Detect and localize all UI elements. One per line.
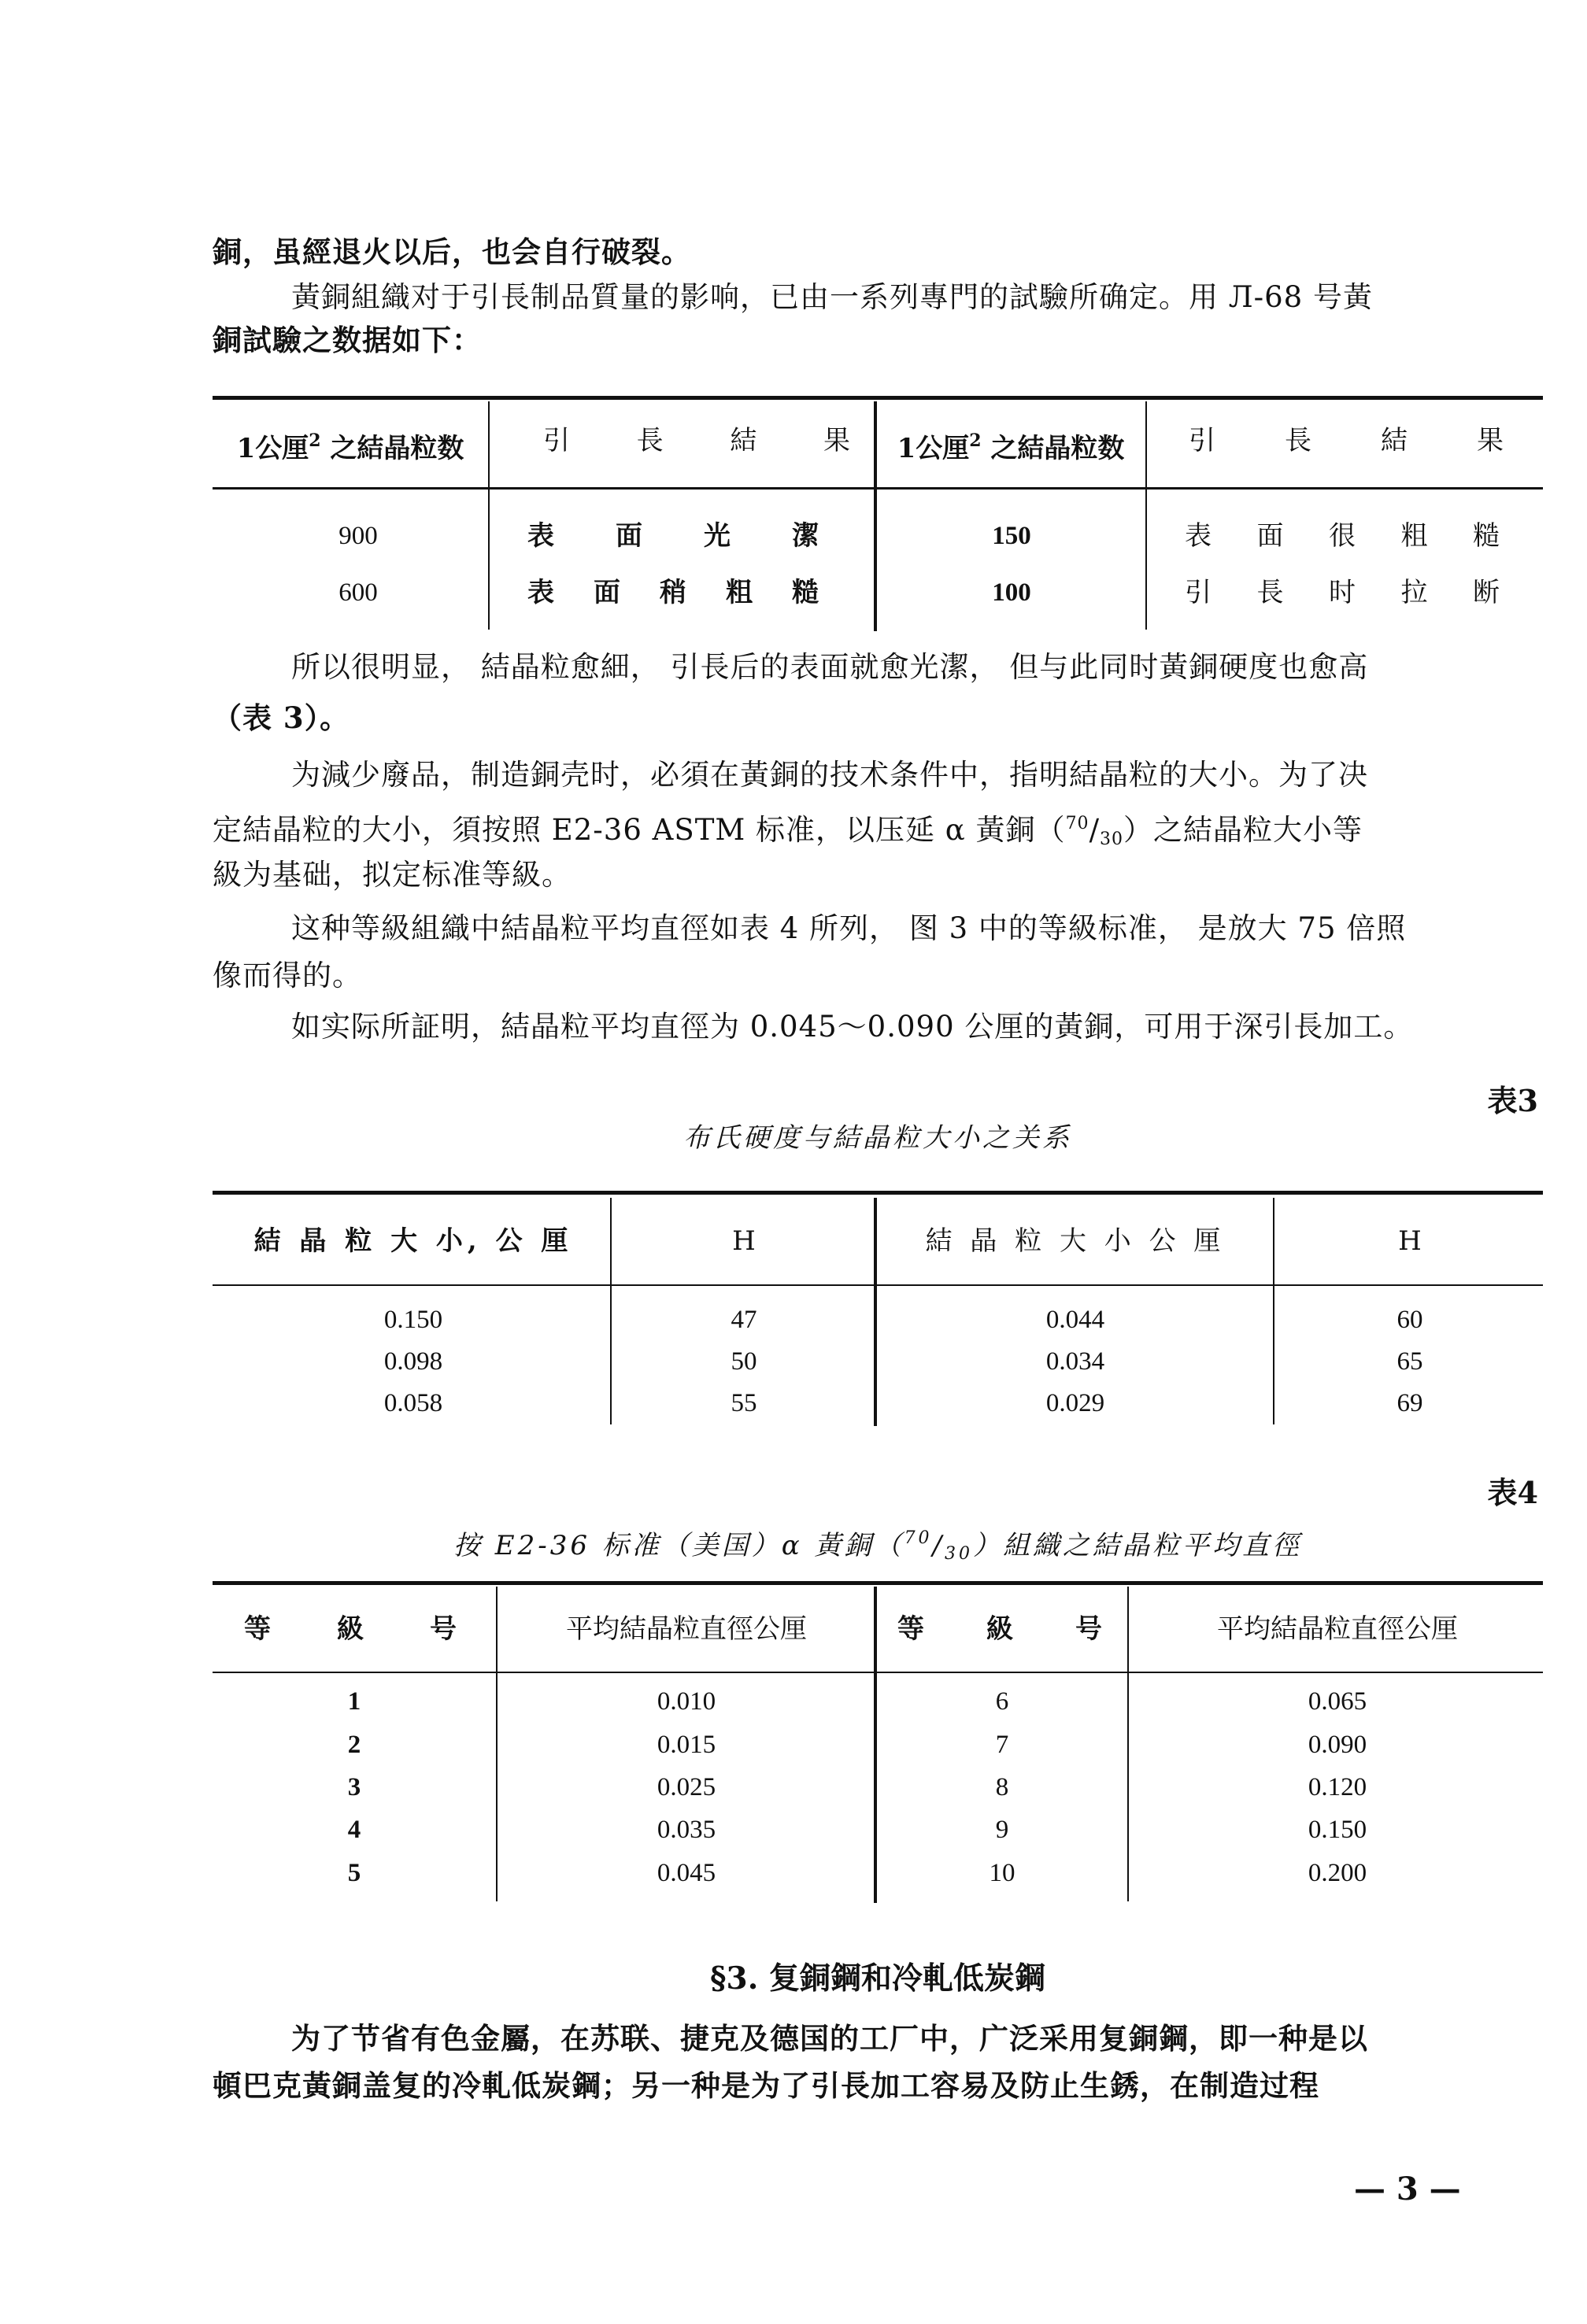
header-diameter-right: 平均結晶粒直徑公厘 — [1217, 1613, 1458, 1645]
diameter-cell: 0.015 — [657, 1731, 716, 1759]
grain-count-cell: 100 — [992, 578, 1031, 607]
section-heading: §3. 复銅鋼和冷軋低炭鋼 — [710, 1960, 1045, 1997]
hardness-cell: 55 — [731, 1389, 757, 1417]
grain-size-cell: 0.044 — [1045, 1306, 1105, 1334]
diameter-cell: 0.045 — [657, 1859, 716, 1887]
hardness-cell: 47 — [731, 1306, 757, 1334]
paragraph-practice-proof: 如实际所証明，結晶粒平均直徑为 0.045～0.090 公厘的黃銅，可用于深引長加工。 — [291, 1010, 1414, 1044]
grain-count-cell: 150 — [992, 522, 1031, 550]
diameter-cell: 0.010 — [657, 1687, 716, 1716]
paragraph-grade-structure-end: 像而得的。 — [213, 959, 362, 992]
grade-cell: 6 — [995, 1687, 1009, 1716]
paragraph-clad-steel: 为了节省有色金屬，在苏联、捷克及德国的工厂中，广泛采用复銅鋼，即一种是以 — [291, 2021, 1368, 2056]
table-4-caption: 按 E2-36 标准（美国）α 黃銅$(^{70}/_{30})$組織之結晶粒平均直徑 — [453, 1528, 1303, 1564]
diameter-cell: 0.200 — [1308, 1859, 1367, 1887]
hardness-cell: 50 — [731, 1347, 757, 1376]
table-header-rule — [213, 487, 1543, 490]
draw-result-cell: 表 面 光 潔 — [527, 520, 819, 552]
grain-count-cell: 900 — [338, 522, 378, 550]
draw-result-cell: 引 長 时 拉 断 — [1185, 577, 1500, 608]
grade-cell: 5 — [347, 1859, 361, 1887]
paragraph-reduce-waste-3: 級为基础，拟定标准等級。 — [213, 858, 572, 892]
paragraph-brass-structure-end: 銅試驗之数据如下： — [213, 323, 482, 357]
paragraph-clad-steel-2: 頓巴克黃銅盖复的冷軋低炭鋼；另一种是为了引長加工容易及防止生銹，在制造过程 — [213, 2068, 1319, 2103]
column-divider-center — [874, 1587, 877, 1903]
table-header-rule — [213, 1672, 1543, 1673]
header-grain-size-left: 結 晶 粒 大 小, 公 厘 — [253, 1225, 573, 1257]
paragraph-continuation: 銅，虽經退火以后，也会自行破裂。 — [213, 235, 691, 269]
paragraph-conclusion: 所以很明显， 結晶粒愈細， 引長后的表面就愈光潔， 但与此同时黃銅硬度也愈高 — [291, 650, 1369, 684]
diameter-cell: 0.090 — [1308, 1731, 1367, 1759]
grade-cell: 9 — [995, 1816, 1009, 1844]
header-grain-count-left: 1公厘$^2$ 之結晶粒数 — [236, 430, 464, 464]
paragraph-brass-structure: 黃銅組織对于引長制品質量的影响，已由一系列專門的試驗所确定。用 Л-68 号黃 — [291, 280, 1373, 314]
header-grade-left: 等 級 号 — [244, 1613, 457, 1645]
grade-cell: 4 — [347, 1816, 361, 1844]
header-hardness-right: H — [1398, 1225, 1422, 1257]
grain-size-cell: 0.150 — [383, 1306, 443, 1334]
hardness-cell: 65 — [1396, 1347, 1423, 1376]
grade-cell: 3 — [347, 1773, 361, 1801]
column-divider — [496, 1587, 498, 1901]
grain-size-cell: 0.098 — [383, 1347, 443, 1376]
header-diameter-left: 平均結晶粒直徑公厘 — [566, 1613, 807, 1645]
diameter-cell: 0.065 — [1308, 1687, 1367, 1716]
diameter-cell: 0.150 — [1308, 1816, 1367, 1844]
page-number: — 3 — — [1354, 2171, 1461, 2208]
header-grain-size-right: 結 晶 粒 大 小 公 厘 — [925, 1225, 1226, 1257]
column-divider-center — [874, 401, 877, 631]
column-divider — [1145, 401, 1147, 630]
table-top-rule — [213, 1191, 1543, 1195]
table-3-label: 表3 — [1487, 1083, 1538, 1118]
grade-cell: 7 — [995, 1731, 1009, 1759]
table-top-rule — [213, 1581, 1543, 1585]
header-draw-result-left: 引 長 結 果 — [543, 425, 850, 456]
hardness-cell: 60 — [1396, 1306, 1423, 1334]
grade-cell: 8 — [995, 1773, 1009, 1801]
header-grain-count-right: 1公厘$^2$ 之結晶粒数 — [897, 430, 1125, 464]
paragraph-conclusion-end: （表 3）。 — [213, 700, 350, 735]
header-hardness-left: H — [732, 1225, 756, 1257]
draw-result-cell: 表 面 很 粗 糙 — [1185, 520, 1500, 552]
grain-count-cell: 600 — [338, 578, 378, 607]
table-top-rule — [213, 396, 1543, 400]
table-header-rule — [213, 1284, 1543, 1286]
header-draw-result-right: 引 長 結 果 — [1189, 425, 1504, 456]
paragraph-grade-structure: 这种等級組織中結晶粒平均直徑如表 4 所列， 图 3 中的等級标准， 是放大 75 倍照 — [291, 911, 1407, 945]
column-divider — [488, 401, 490, 630]
grain-size-cell: 0.029 — [1045, 1389, 1105, 1417]
diameter-cell: 0.035 — [657, 1816, 716, 1844]
grain-size-cell: 0.034 — [1045, 1347, 1105, 1376]
column-divider-center — [874, 1198, 877, 1426]
paragraph-reduce-waste-2: 定結晶粒的大小，須按照 E2-36 ASTM 标准，以压延 α 黃銅$(^{70}/_{30})$之結晶粒大小等 — [213, 813, 1363, 849]
table-4-label: 表4 — [1487, 1475, 1538, 1510]
column-divider — [1273, 1198, 1274, 1424]
diameter-cell: 0.120 — [1308, 1773, 1367, 1801]
grade-cell: 1 — [347, 1687, 361, 1716]
paragraph-reduce-waste: 为減少廢品，制造銅壳时，必須在黃銅的技术条件中，指明結晶粒的大小。为了决 — [291, 758, 1368, 792]
hardness-cell: 69 — [1396, 1389, 1423, 1417]
diameter-cell: 0.025 — [657, 1773, 716, 1801]
grade-cell: 2 — [347, 1731, 361, 1759]
grade-cell: 10 — [989, 1859, 1015, 1887]
draw-result-cell: 表 面 稍 粗 糙 — [527, 577, 819, 608]
column-divider — [1127, 1587, 1129, 1901]
table-3-caption: 布氏硬度与結晶粒大小之关系 — [683, 1122, 1072, 1154]
column-divider — [610, 1198, 612, 1424]
grain-size-cell: 0.058 — [383, 1389, 443, 1417]
header-grade-right: 等 級 号 — [897, 1613, 1102, 1645]
